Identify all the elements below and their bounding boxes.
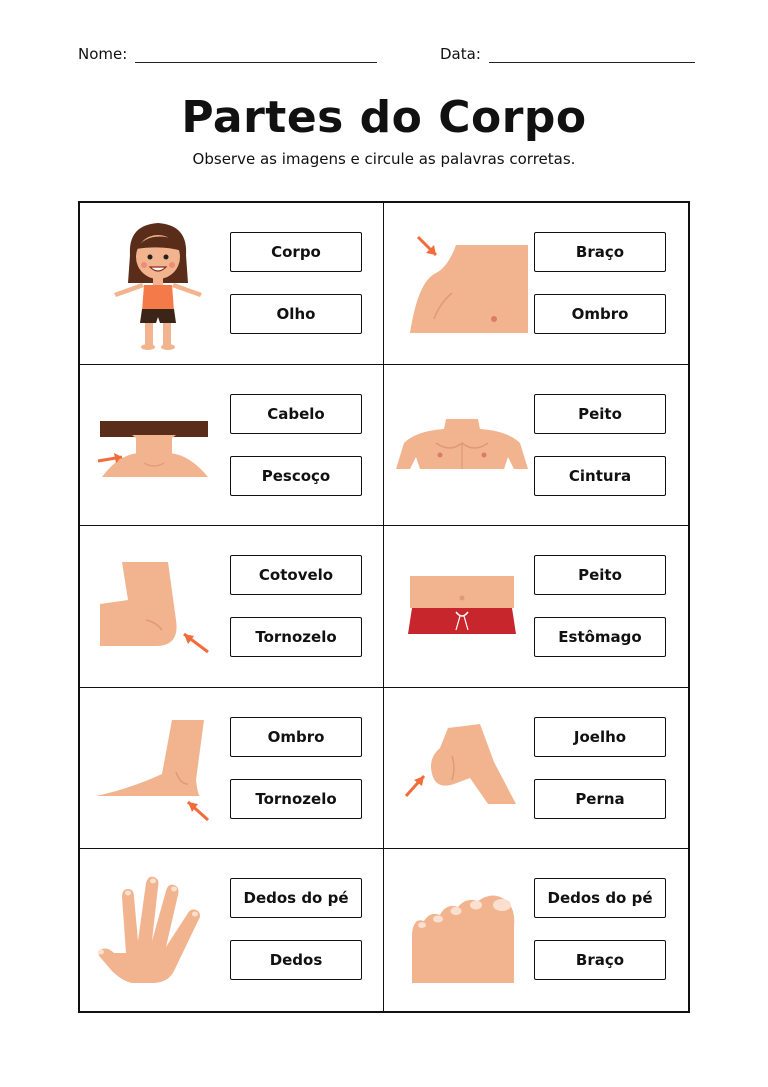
word-option-olho[interactable]: Olho — [230, 294, 362, 334]
exercise-cell — [80, 526, 384, 688]
word-option-dedos[interactable]: Dedos — [230, 940, 362, 980]
page-title: Partes do Corpo — [181, 92, 587, 143]
exercise-cell — [80, 849, 384, 1011]
date-line[interactable] — [489, 44, 695, 63]
word-option-braco[interactable]: Braço — [534, 940, 666, 980]
instructions: Observe as imagens e circule as palavras corretas. — [192, 150, 576, 168]
name-label: Nome: — [78, 45, 128, 63]
word-option-cintura[interactable]: Cintura — [534, 456, 666, 496]
exercise-grid — [78, 201, 690, 1013]
name-field[interactable] — [78, 44, 377, 63]
word-option-corpo[interactable]: Corpo — [230, 232, 362, 272]
word-option-peito[interactable]: Peito — [534, 555, 666, 595]
exercise-cell — [80, 203, 384, 365]
girl-icon — [92, 215, 224, 351]
exercise-cell — [384, 526, 688, 688]
exercise-cell — [384, 849, 688, 1011]
exercise-cell — [384, 203, 688, 365]
word-option-tornozelo[interactable]: Tornozelo — [230, 617, 362, 657]
word-option-cotovelo[interactable]: Cotovelo — [230, 555, 362, 595]
hand-icon — [92, 861, 224, 997]
word-option-tornozelo[interactable]: Tornozelo — [230, 779, 362, 819]
word-option-dedos-do-pe[interactable]: Dedos do pé — [534, 878, 666, 918]
exercise-cell — [384, 365, 688, 527]
ankle-icon — [92, 700, 224, 836]
word-option-peito[interactable]: Peito — [534, 394, 666, 434]
word-option-estomago[interactable]: Estômago — [534, 617, 666, 657]
exercise-cell — [80, 365, 384, 527]
knee-icon — [396, 700, 528, 836]
stomach-icon — [396, 538, 528, 674]
word-option-joelho[interactable]: Joelho — [534, 717, 666, 757]
exercise-cell — [80, 688, 384, 850]
word-option-pescoco[interactable]: Pescoço — [230, 456, 362, 496]
word-option-braco[interactable]: Braço — [534, 232, 666, 272]
date-label: Data: — [440, 45, 481, 63]
name-line[interactable] — [135, 44, 377, 63]
neck-icon — [92, 377, 224, 513]
word-option-dedos-do-pe[interactable]: Dedos do pé — [230, 878, 362, 918]
elbow-icon — [92, 538, 224, 674]
toes-icon — [396, 861, 528, 997]
exercise-cell — [384, 688, 688, 850]
chest-icon — [396, 377, 528, 513]
word-option-perna[interactable]: Perna — [534, 779, 666, 819]
word-option-cabelo[interactable]: Cabelo — [230, 394, 362, 434]
word-option-ombro[interactable]: Ombro — [230, 717, 362, 757]
shoulder-icon — [396, 215, 528, 351]
word-option-ombro[interactable]: Ombro — [534, 294, 666, 334]
date-field[interactable] — [440, 44, 695, 63]
